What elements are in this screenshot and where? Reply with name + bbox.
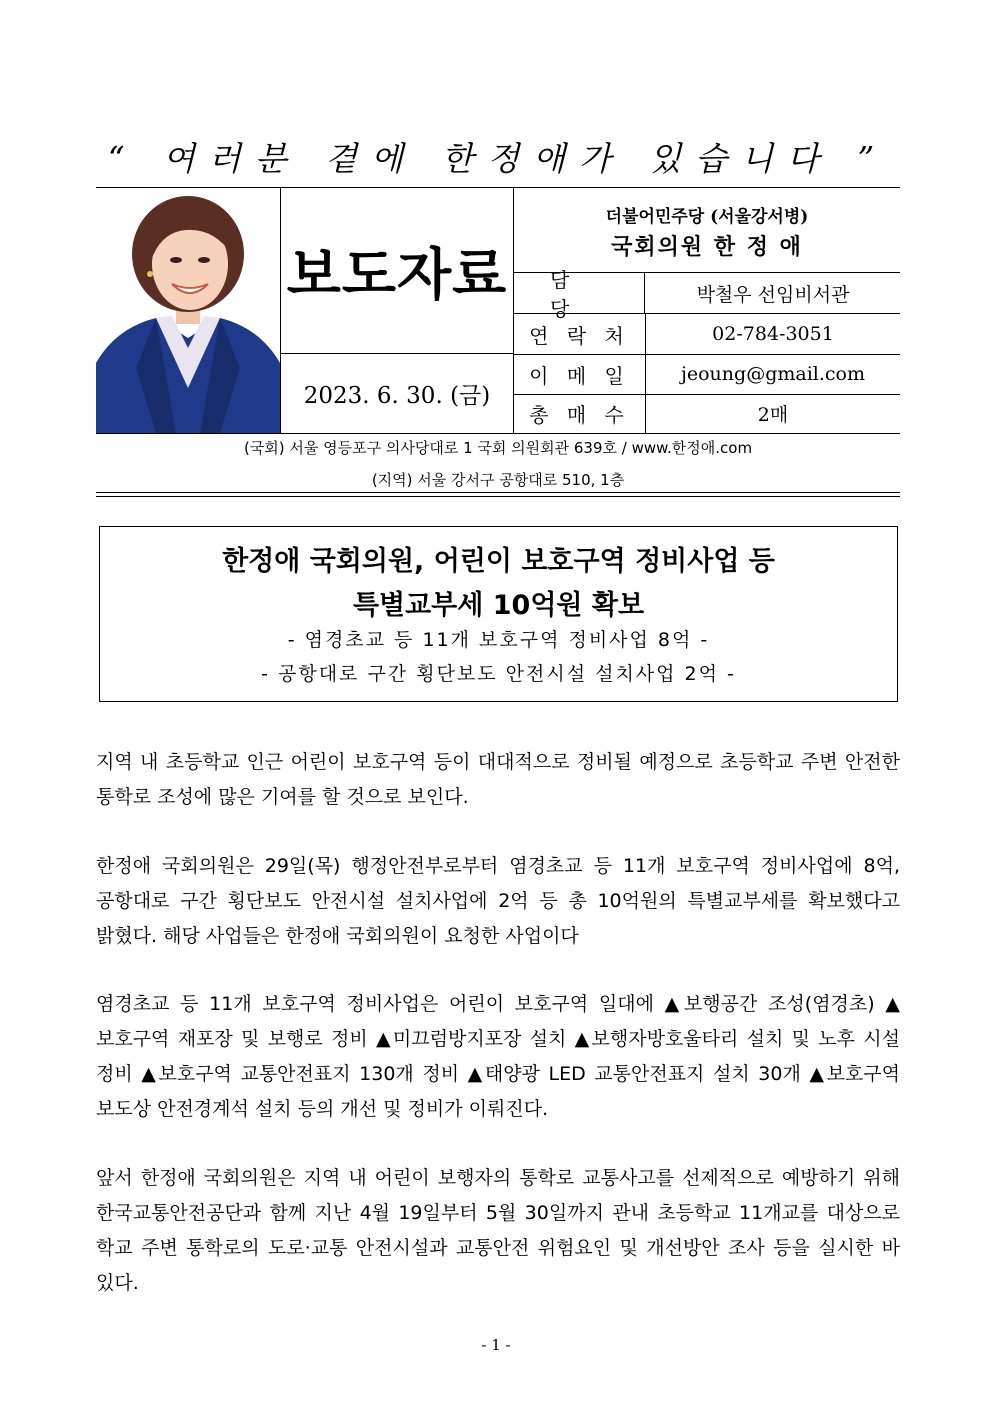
- contact-row-manager: [514, 268, 900, 321]
- contact-column: [514, 188, 900, 433]
- body-paragraph: 염경초교 등 11개 보호구역 정비사업은 어린이 보호구역 일대에 ▲보행공간 조성(염경초) ▲보호구역 재포장 및 보행로 정비 ▲미끄럼방지포장 설치 ▲보행자방호울타리 설치 및 노후 시설 정비 ▲보호구역 교통안전표지 130개 정비 ▲태양광 LED 교통안전표지 설치 30개 ▲보호구역 보도상 안전경계석 설치 등의 개선 및 정비가 이뤄진다.: [96, 993, 900, 1120]
- member-name: 국회의원 한 정 애: [611, 234, 803, 260]
- contact-label: 총 매 수: [514, 394, 646, 433]
- body-paragraph: 지역 내 초등학교 인근 어린이 보호구역 등이 대대적으로 정비될 예정으로 초등학교 주변 안전한 통학로 조성에 많은 기여를 할 것으로 보인다.: [96, 751, 900, 808]
- headline-box: [99, 526, 898, 702]
- document-title: 보도자료: [286, 242, 508, 308]
- body-paragraph: 앞서 한정애 국회의원은 지역 내 어린이 보행자의 통학로 교통사고를 선제적으로 예방하기 위해 한국교통안전공단과 함께 지난 4월 19일부터 5월 30일까지 관내 초등학교 11개교를 대상으로 학교 주변 통학로의 도로·교통 안전시설과 교통안전 위험요인 및 개선방안 조사 등을 실시한 바 있다.: [96, 1167, 900, 1294]
- title-cell: [281, 188, 513, 354]
- assembly-address: (국회) 서울 영등포구 의사당대로 1 국회 의원회관 639호 / www.한정애.com: [243, 439, 753, 457]
- page-number: - 1 -: [481, 1336, 511, 1354]
- release-date: 2023. 6. 30. (금): [303, 383, 491, 409]
- contact-label: 이 메 일: [514, 354, 646, 394]
- member-photo: [96, 188, 281, 433]
- headline-line-1: 한정애 국회의원, 어린이 보호구역 정비사업 등: [222, 546, 775, 577]
- contact-row-phone: [514, 314, 900, 355]
- party-cell: [514, 188, 900, 273]
- contact-value: jeoung@gmail.com: [680, 363, 865, 385]
- local-address: (지역) 서울 강서구 공항대로 510, 1층: [371, 471, 625, 489]
- slogan: “ 여러분 곁에 한정애가 있습니다 ”: [107, 139, 889, 178]
- contact-row-email: [514, 354, 900, 395]
- contact-value: 2매: [757, 404, 789, 426]
- body-paragraph: 한정애 국회의원은 29일(목) 행정안전부로부터 염경초교 등 11개 보호구역 정비사업에 8억, 공항대로 구간 횡단보도 안전시설 설치사업에 2억 등 총 10억원의 특별교부세를 확보했다고 밝혔다. 해당 사업들은 한정애 국회의원이 요청한 사업이다: [96, 855, 900, 947]
- headline-line-2: 특별교부세 10억원 확보: [352, 590, 645, 621]
- title-column: [281, 188, 514, 433]
- contact-label: 연 락 처: [514, 314, 646, 354]
- portrait-image: [96, 188, 280, 433]
- header-table: [96, 188, 900, 433]
- party-name: 더불어민주당 (서울강서병): [605, 207, 809, 227]
- header-bottom-rule: [96, 433, 900, 434]
- contact-label: 담 당: [514, 273, 645, 313]
- subheadline-2: - 공항대로 구간 횡단보도 안전시설 설치사업 2억 -: [261, 663, 736, 685]
- address-rule-2: [96, 496, 900, 497]
- subheadline-1: - 염경초교 등 11개 보호구역 정비사업 8억 -: [287, 629, 710, 651]
- contact-value: 박철우 선임비서관: [696, 283, 850, 306]
- address-rule-1: [96, 492, 900, 493]
- contact-value: 02-784-3051: [712, 323, 834, 345]
- contact-row-pages: [514, 394, 900, 433]
